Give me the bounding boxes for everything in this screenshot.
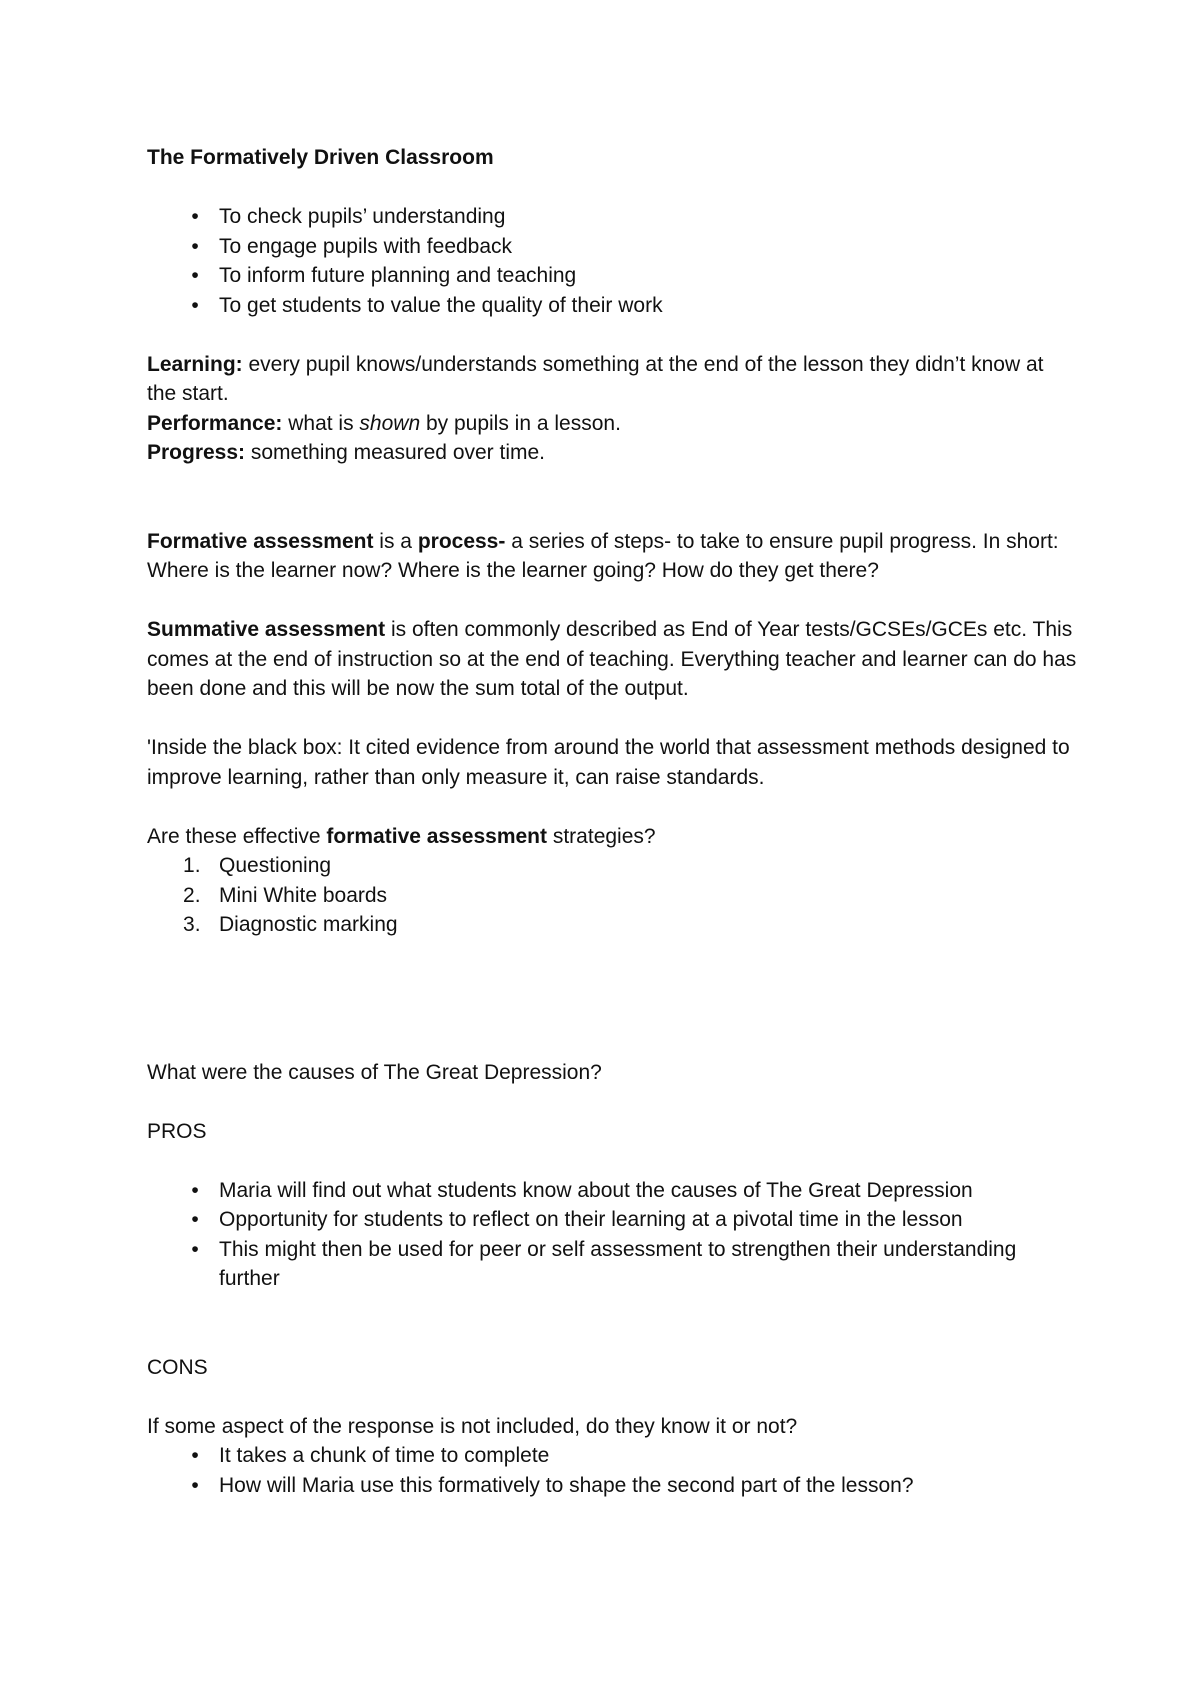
list-item: • This might then be used for peer or self assessment to strengthen their understanding further <box>147 1235 1077 1294</box>
bullet-icon: • <box>191 1237 199 1261</box>
purpose-list <box>147 202 1077 320</box>
example-question: What were the causes of The Great Depression? <box>147 1060 602 1084</box>
list-item: • How will Maria use this formatively to shape the second part of the lesson? <box>147 1471 1077 1501</box>
black-box-paragraph: 'Inside the black box: It cited evidence from around the world that assessment methods designed to improve learning, rather than only measure it, can raise standards. <box>147 736 1070 789</box>
list-item: • Maria will find out what students know about the causes of The Great Depression <box>147 1176 1077 1206</box>
bullet-icon: • <box>191 1473 199 1497</box>
definition-learning: Learning: every pupil knows/understands something at the end of the lesson they didn’t know at the start. <box>147 352 1044 405</box>
list-item: • To engage pupils with feedback <box>147 232 1077 262</box>
list-item: 3. Diagnostic marking <box>183 913 398 936</box>
list-item: • To check pupils’ understanding <box>147 202 1077 232</box>
document-page <box>147 143 1077 1500</box>
list-item: • It takes a chunk of time to complete <box>147 1441 1077 1471</box>
pros-list <box>147 1176 1077 1294</box>
list-item: • To get students to value the quality of their work <box>147 291 1077 321</box>
summative-assessment-paragraph: Summative assessment is often commonly described as End of Year tests/GCSEs/GCEs etc. This comes at the end of instruction so at the end of teaching. Everything teacher and learner can do has been done and this will be now the sum total of the output. <box>147 618 1077 700</box>
cons-intro: If some aspect of the response is not included, do they know it or not? <box>147 1414 798 1438</box>
list-item: • To inform future planning and teaching <box>147 261 1077 291</box>
definition-performance: Performance: what is shown by pupils in a lesson. <box>147 411 621 435</box>
list-item: • Opportunity for students to reflect on their learning at a pivotal time in the lesson <box>147 1205 1077 1235</box>
bullet-icon: • <box>191 1208 199 1231</box>
formative-assessment-paragraph: Formative assessment is a process- a series of steps- to take to ensure pupil progress. In short: Where is the learner now? Where is the learner going? How do they get there? <box>147 529 1059 582</box>
list-item: 2. Mini White boards <box>183 883 388 907</box>
definition-progress: Progress: something measured over time. <box>147 441 546 464</box>
bullet-icon: • <box>191 293 199 317</box>
document-title: The Formatively Driven Classroom <box>147 146 494 169</box>
cons-list <box>147 1441 1077 1500</box>
bullet-icon: • <box>191 205 199 228</box>
bullet-icon: • <box>191 234 199 258</box>
bullet-icon: • <box>191 1178 199 1202</box>
strategies-list <box>147 851 1077 940</box>
strategies-question: Are these effective formative assessment strategies? <box>147 824 656 848</box>
list-item: 1. Questioning <box>183 854 332 877</box>
bullet-icon: • <box>191 1444 199 1467</box>
cons-heading: CONS <box>147 1355 208 1379</box>
pros-heading: PROS <box>147 1119 207 1143</box>
bullet-icon: • <box>191 264 199 287</box>
